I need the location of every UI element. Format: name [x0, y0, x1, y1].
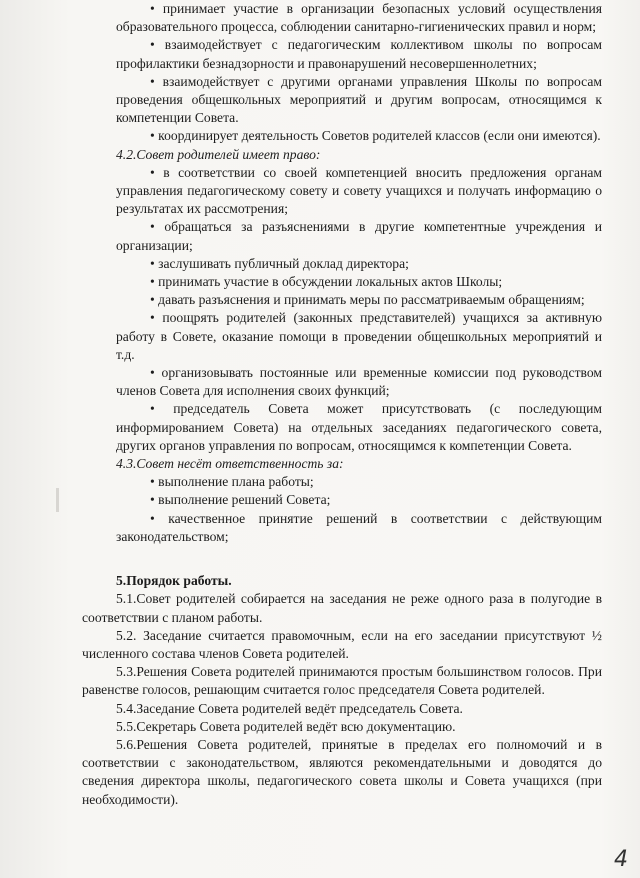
bullet-item: • в соответствии со своей компетенцией вносить предложения органам управления педагогическому совету и совету учащихся и получать информацию о результатах их рассмотрения;: [116, 164, 602, 217]
section-heading: 5.Порядок работы.: [116, 573, 232, 589]
paragraph: 5.5.Секретарь Совета родителей ведёт всю документацию.: [116, 718, 456, 734]
bullet-item: • поощрять родителей (законных представителей) учащихся за активную работу в Совете, оказание помощи в проведении общешкольных мероприятий и т.д.: [116, 310, 602, 362]
bullet-item: • председатель Совета может присутствовать (с последующим информированием Совета) на отдельных заседаниях педагогического совета, других органов управления по вопросам, относящимся к компетенции Совета.: [116, 401, 602, 453]
paragraph: 5.6.Решения Совета родителей, принятые в пределах его полномочий и в соответствии с законодательством, являются рекомендательными и доводятся до сведения директора школы, педагогического совета школы и Совета учащихся (при необходимости).: [82, 736, 602, 807]
page-number: 4: [614, 847, 628, 872]
subsection-heading: 4.2.Совет родителей имеет право:: [116, 146, 321, 162]
staple-mark: [56, 488, 59, 512]
bullet-item: • заслушивать публичный доклад директора;: [150, 255, 409, 271]
bullet-item: • принимает участие в организации безопасных условий осуществления образовательного процесса, соблюдении санитарно-гигиенических правил и норм;: [116, 1, 602, 35]
bullet-item: • координирует деятельность Советов родителей классов (если они имеются).: [150, 128, 601, 144]
document-body: [82, 0, 602, 809]
bullet-item: • выполнение решений Совета;: [150, 492, 331, 508]
bullet-item: • взаимодействует с другими органами управления Школы по вопросам проведения общешкольных мероприятий и другим вопросам, относящимся к компетенции Совета.: [116, 73, 602, 126]
bullet-item: • взаимодействует с педагогическим коллективом школы по вопросам профилактики безнадзорности и правонарушений несовершеннолетних;: [116, 37, 602, 71]
bullet-item: • обращаться за разъяснениями в другие компетентные учреждения и организации;: [116, 219, 602, 253]
paragraph: 5.3.Решения Совета родителей принимаются простым большинством голосов. При равенстве голосов, решающим считается голос председателя Совета родителей.: [82, 664, 602, 698]
bullet-item: • давать разъяснения и принимать меры по рассматриваемым обращениям;: [150, 292, 585, 308]
paragraph: 5.1.Совет родителей собирается на заседания не реже одного раза в полугодие в соответствии с планом работы.: [82, 591, 602, 625]
bullet-item: • принимать участие в обсуждении локальных актов Школы;: [150, 274, 503, 290]
paragraph: 5.2. Заседание считается правомочным, если на его заседании присутствуют ½ численного состава членов Совета родителей.: [82, 627, 602, 661]
paragraph: 5.4.Заседание Совета родителей ведёт председатель Совета.: [116, 700, 463, 716]
bullet-item: • выполнение плана работы;: [150, 474, 314, 490]
bullet-item: • качественное принятие решений в соответствии с действующим законодательством;: [116, 510, 602, 544]
bullet-item: • организовывать постоянные или временные комиссии под руководством членов Совета для исполнения своих функций;: [116, 365, 602, 399]
subsection-heading: 4.3.Совет несёт ответственность за:: [116, 456, 344, 472]
